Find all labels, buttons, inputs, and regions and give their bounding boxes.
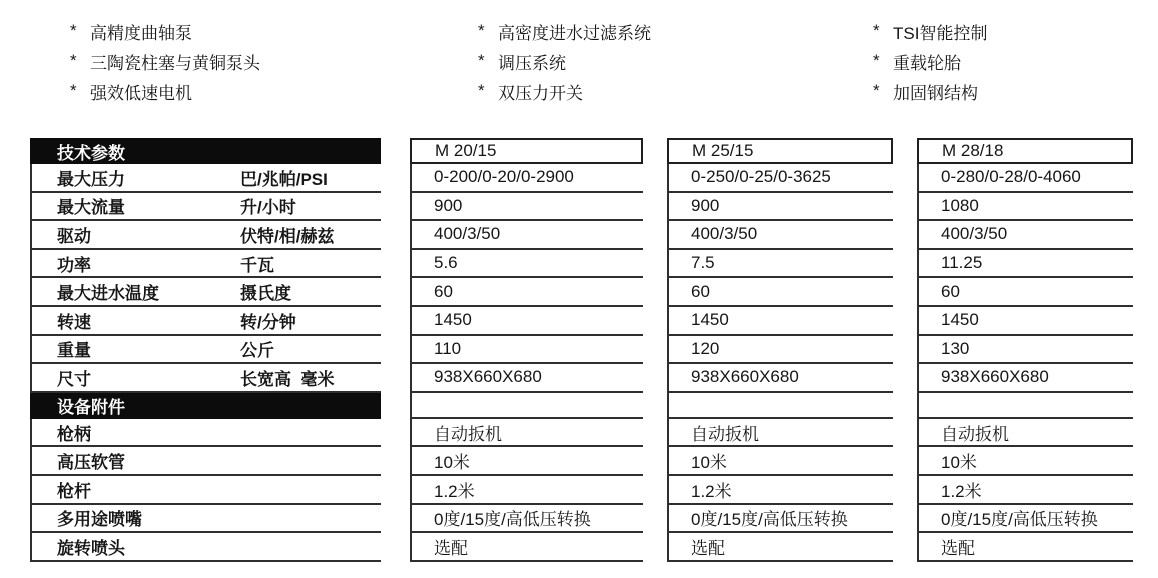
spec-value-cell: 11.25 (919, 250, 1133, 279)
feature-text: 加固钢结构 (893, 83, 978, 103)
spec-value-cell: 0-280/0-28/0-4060 (919, 164, 1133, 193)
model-column-m25-15 (667, 138, 893, 562)
param-label: 尺寸 (57, 369, 91, 389)
feature-list-water-system (478, 16, 651, 106)
feature-item (70, 76, 260, 106)
param-label: 功率 (57, 255, 91, 275)
param-row (32, 278, 381, 307)
param-row (32, 250, 381, 279)
spec-value-cell: 1.2米 (412, 476, 643, 505)
spec-value-cell: 0度/15度/高低压转换 (919, 505, 1133, 534)
param-label: 最大压力 (57, 169, 125, 189)
model-values-group (917, 164, 1133, 562)
accessory-label: 高压软管 (57, 453, 125, 473)
bullet-asterisk: * (873, 81, 880, 100)
param-row (32, 364, 381, 393)
feature-text: 调压系统 (498, 53, 566, 73)
bullet-asterisk: * (70, 21, 77, 40)
feature-text: 强效低速电机 (90, 83, 192, 103)
spec-value-cell: 938X660X680 (412, 364, 643, 393)
spec-value-cell: 110 (412, 336, 643, 365)
spec-value-cell: 0-250/0-25/0-3625 (669, 164, 893, 193)
param-unit: 升/小时 (240, 198, 296, 218)
accessory-rows-group (30, 419, 381, 562)
bullet-asterisk: * (478, 81, 485, 100)
feature-item (478, 76, 651, 106)
spec-value-cell: 130 (919, 336, 1133, 365)
spec-value-cell: 0度/15度/高低压转换 (669, 505, 893, 534)
bullet-asterisk: * (70, 51, 77, 70)
bullet-asterisk: * (873, 51, 880, 70)
accessory-row (32, 476, 381, 505)
param-unit: 摄氏度 (240, 284, 291, 304)
spec-value-cell: 938X660X680 (669, 364, 893, 393)
param-label: 转速 (57, 312, 91, 332)
feature-text: 双压力开关 (498, 83, 583, 103)
bullet-asterisk: * (478, 51, 485, 70)
model-column-m20-15 (410, 138, 643, 562)
spec-value-cell: 7.5 (669, 250, 893, 279)
accessory-row (32, 533, 381, 562)
accessory-label: 旋转喷头 (57, 538, 125, 558)
param-label: 最大流量 (57, 198, 125, 218)
spec-value-cell: 60 (919, 278, 1133, 307)
spec-value-cell: 5.6 (412, 250, 643, 279)
spec-value-cell: 1.2米 (919, 476, 1133, 505)
feature-text: 高密度进水过滤系统 (498, 23, 651, 43)
feature-item (873, 76, 987, 106)
spec-value-cell: 60 (669, 278, 893, 307)
feature-item (873, 16, 987, 46)
model-name-header: M 25/15 (667, 138, 893, 164)
accessory-label: 枪柄 (57, 424, 91, 444)
section-header-accessories: 设备附件 (30, 393, 381, 419)
section-header-tech-params: 技术参数 (30, 138, 381, 164)
spec-value-cell: 选配 (669, 533, 893, 562)
feature-item (70, 16, 260, 46)
model-column-m28-18 (917, 138, 1133, 562)
spec-value-cell: 400/3/50 (412, 221, 643, 250)
accessory-row (32, 447, 381, 476)
feature-item (70, 46, 260, 76)
param-label: 重量 (57, 341, 91, 361)
spec-value-cell: 900 (669, 193, 893, 222)
spacer-row (412, 393, 643, 419)
model-values-group (667, 164, 893, 562)
spec-value-cell: 938X660X680 (919, 364, 1133, 393)
accessory-row (32, 419, 381, 448)
spec-value-cell: 0-200/0-20/0-2900 (412, 164, 643, 193)
spec-value-cell: 120 (669, 336, 893, 365)
feature-item (478, 16, 651, 46)
spec-value-cell: 自动扳机 (412, 419, 643, 448)
spacer-row (919, 393, 1133, 419)
feature-text: 三陶瓷柱塞与黄铜泵头 (90, 53, 260, 73)
spec-value-cell: 10米 (669, 447, 893, 476)
param-unit: 千瓦 (240, 255, 274, 275)
param-row (32, 307, 381, 336)
param-rows-group (30, 164, 381, 393)
param-unit: 长宽高 毫米 (240, 369, 335, 389)
feature-list-structure (873, 16, 987, 106)
model-name-header: M 20/15 (410, 138, 643, 164)
param-row (32, 164, 381, 193)
feature-text: 高精度曲轴泵 (90, 23, 192, 43)
model-name-header: M 28/18 (917, 138, 1133, 164)
param-row (32, 221, 381, 250)
spec-value-cell: 1080 (919, 193, 1133, 222)
spec-value-cell: 0度/15度/高低压转换 (412, 505, 643, 534)
bullet-asterisk: * (70, 81, 77, 100)
feature-item (873, 46, 987, 76)
spec-value-cell: 自动扳机 (919, 419, 1133, 448)
param-row (32, 336, 381, 365)
feature-text: TSI智能控制 (893, 23, 988, 43)
spec-value-cell: 10米 (412, 447, 643, 476)
accessory-row (32, 505, 381, 534)
spec-value-cell: 1450 (669, 307, 893, 336)
spacer-row (669, 393, 893, 419)
spec-value-cell: 400/3/50 (919, 221, 1133, 250)
param-label: 驱动 (57, 226, 91, 246)
param-unit: 伏特/相/赫兹 (240, 226, 335, 246)
spec-value-cell: 选配 (412, 533, 643, 562)
param-label: 最大进水温度 (57, 284, 159, 304)
bullet-asterisk: * (873, 21, 880, 40)
param-unit: 巴/兆帕/PSI (240, 169, 328, 189)
bullet-asterisk: * (478, 21, 485, 40)
param-unit: 公斤 (240, 341, 274, 361)
spec-value-cell: 1.2米 (669, 476, 893, 505)
feature-item (478, 46, 651, 76)
spec-value-cell: 选配 (919, 533, 1133, 562)
spec-param-table (30, 138, 381, 562)
spec-value-cell: 60 (412, 278, 643, 307)
spec-value-cell: 400/3/50 (669, 221, 893, 250)
spec-value-cell: 1450 (412, 307, 643, 336)
accessory-label: 多用途喷嘴 (57, 510, 142, 530)
feature-list-pump (70, 16, 260, 106)
feature-text: 重载轮胎 (893, 53, 961, 73)
spec-value-cell: 10米 (919, 447, 1133, 476)
spec-value-cell: 1450 (919, 307, 1133, 336)
param-row (32, 193, 381, 222)
accessory-label: 枪杆 (57, 481, 91, 501)
param-unit: 转/分钟 (240, 312, 296, 332)
model-values-group (410, 164, 643, 562)
spec-value-cell: 900 (412, 193, 643, 222)
spec-value-cell: 自动扳机 (669, 419, 893, 448)
